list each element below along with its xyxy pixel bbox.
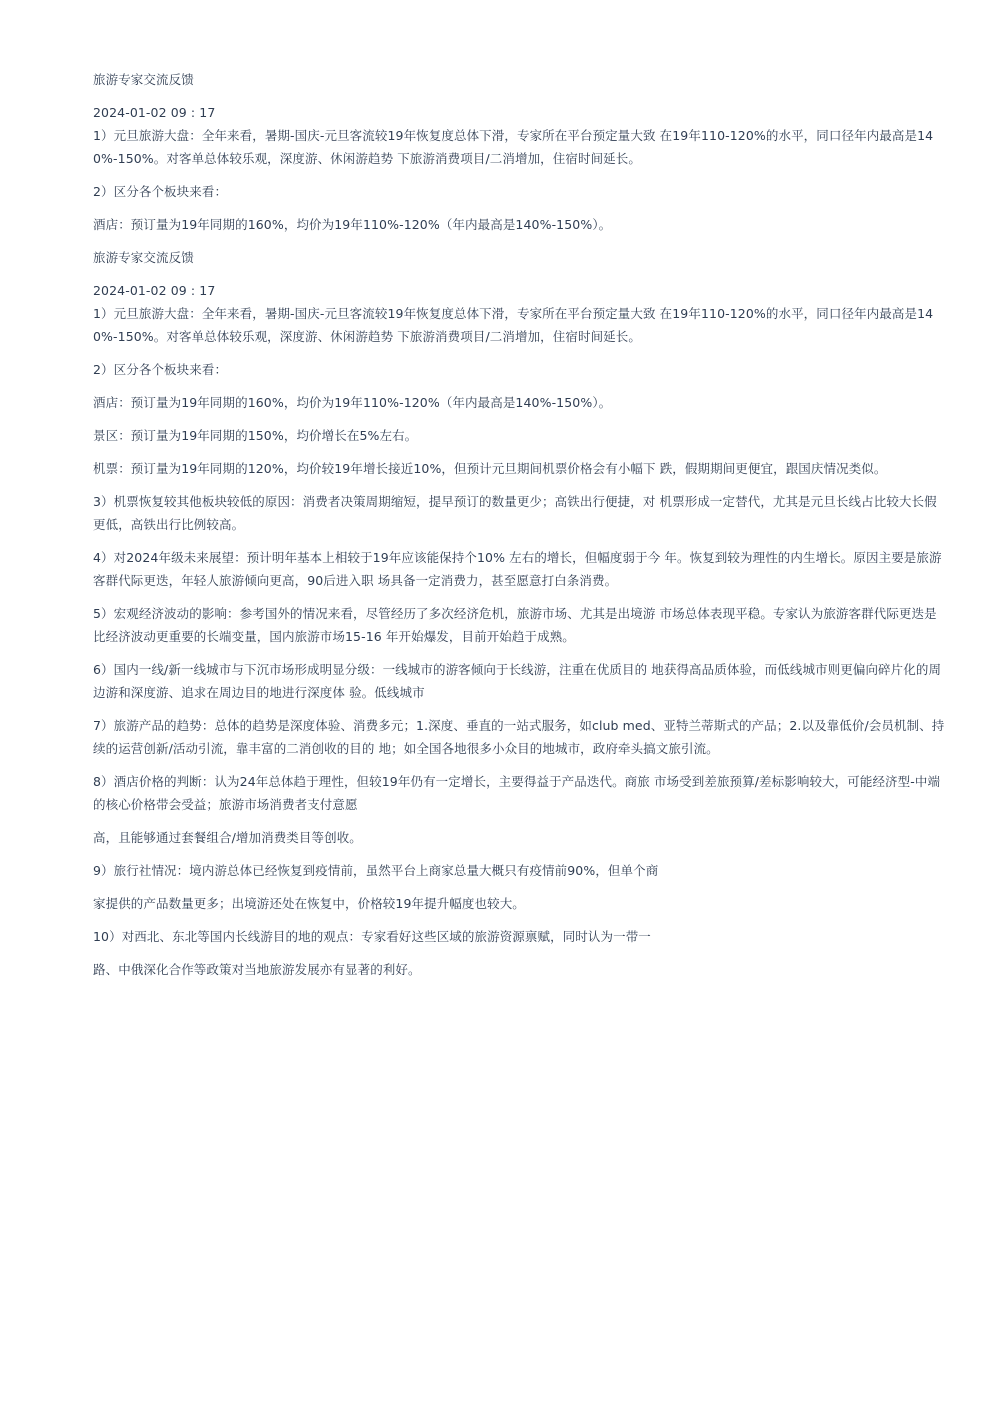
timestamp: 2024-01-02 09 : 17 [93,283,216,298]
paragraph: 9）旅行社情况：境内游总体已经恢复到疫情前，虽然平台上商家总量大概只有疫情前90%，但单个商 [93,863,659,878]
timestamp: 2024-01-02 09 : 17 [93,105,216,120]
paragraph: 7）旅游产品的趋势：总体的趋势是深度体验、消费多元；1.深度、垂直的一站式服务，如club med、亚特兰蒂斯式的产品；2.以及靠低价/会员机制、持续的运营创新/活动引流，靠丰富的二消创收的目的 地；如全国各地很多小众目的地城市，政府牵头搞文旅引流。 [93,718,945,756]
paragraph: 酒店：预订量为19年同期的160%，均价为19年110%-120%（年内最高是140%-150%）。 [93,395,612,410]
paragraph: 2）区分各个板块来看： [93,362,228,377]
paragraph: 8）酒店价格的判断：认为24年总体趋于理性，但较19年仍有一定增长，主要得益于产品迭代。商旅 市场受到差旅预算/差标影响较大，可能经济型-中端的核心价格带会受益；旅游市场消费者支付意愿 [93,774,941,812]
paragraph: 5）宏观经济波动的影响：参考国外的情况来看，尽管经历了多次经济危机，旅游市场、尤其是出境游 市场总体表现平稳。专家认为旅游客群代际更迭是比经济波动更重要的长端变量，国内旅游市场15-16 年开始爆发，目前开始趋于成熟。 [93,606,937,644]
paragraph: 机票：预订量为19年同期的120%，均价较19年增长接近10%，但预计元旦期间机票价格会有小幅下 跌，假期期间更便宜，跟国庆情况类似。 [93,461,887,476]
paragraph: 1）元旦旅游大盘：全年来看，暑期-国庆-元旦客流较19年恢复度总体下滑，专家所在平台预定量大致 在19年110-120%的水平，同口径年内最高是140%-150%。对客单总体较乐观，深度游、休闲游趋势 下旅游消费项目/二消增加，住宿时间延长。 [93,306,934,344]
paragraph: 4）对2024年级未来展望：预计明年基本上相较于19年应该能保持个10% 左右的增长，但幅度弱于今 年。恢复到较为理性的内生增长。原因主要是旅游客群代际更迭，年轻人旅游倾向更高，90后进入职 场具备一定消费力，甚至愿意打白条消费。 [93,550,942,588]
paragraph: 景区：预订量为19年同期的150%，均价增长在5%左右。 [93,428,418,443]
document-title: 旅游专家交流反馈 [93,250,194,265]
document-page [93,68,945,991]
paragraph: 酒店：预订量为19年同期的160%，均价为19年110%-120%（年内最高是140%-150%）。 [93,217,612,232]
paragraph: 家提供的产品数量更多；出境游还处在恢复中，价格较19年提升幅度也较大。 [93,896,525,911]
paragraph: 高，且能够通过套餐组合/增加消费类目等创收。 [93,830,362,845]
paragraph: 3）机票恢复较其他板块较低的原因：消费者决策周期缩短，提早预订的数量更少；高铁出行便捷，对 机票形成一定替代，尤其是元旦长线占比较大长假更低，高铁出行比例较高。 [93,494,937,532]
document-title: 旅游专家交流反馈 [93,72,194,87]
paragraph: 6）国内一线/新一线城市与下沉市场形成明显分级：一线城市的游客倾向于长线游，注重在优质目的 地获得高品质体验，而低线城市则更偏向碎片化的周边游和深度游、追求在周边目的地进行深度体 验。低线城市 [93,662,942,700]
paragraph: 1）元旦旅游大盘：全年来看，暑期-国庆-元旦客流较19年恢复度总体下滑，专家所在平台预定量大致 在19年110-120%的水平，同口径年内最高是140%-150%。对客单总体较乐观，深度游、休闲游趋势 下旅游消费项目/二消增加，住宿时间延长。 [93,128,934,166]
paragraph: 路、中俄深化合作等政策对当地旅游发展亦有显著的利好。 [93,962,421,977]
paragraph: 10）对西北、东北等国内长线游目的地的观点：专家看好这些区域的旅游资源禀赋，同时认为一带一 [93,929,651,944]
paragraph: 2）区分各个板块来看： [93,184,228,199]
